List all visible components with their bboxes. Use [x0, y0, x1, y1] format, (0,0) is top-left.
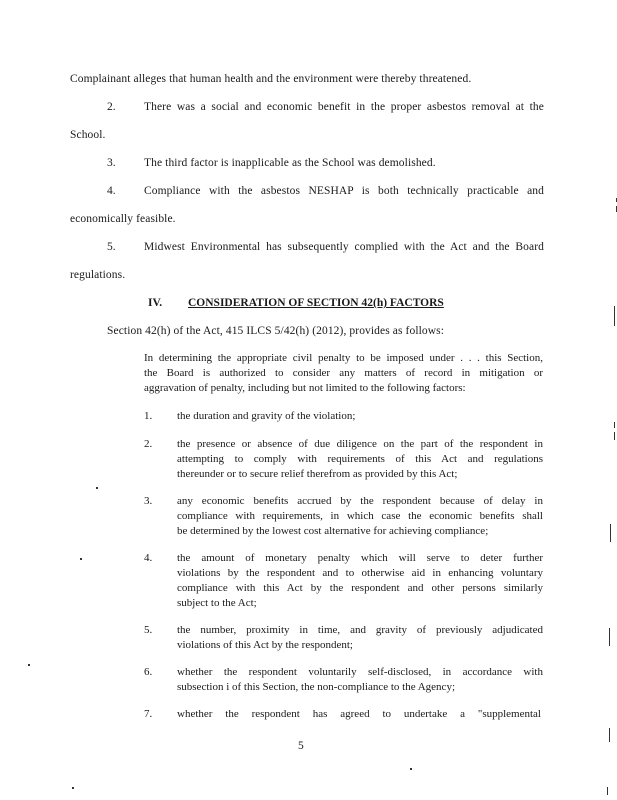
quote-item-number: 7.	[144, 708, 153, 720]
quote-item-line: subject to the Act;	[177, 597, 257, 609]
quote-item-line: the number, proximity in time, and gravity of previously adjudicated	[177, 624, 543, 636]
quote-item-line: attempting to comply with requirements of this Act and regulations	[177, 453, 543, 465]
quote-item-number: 2.	[144, 438, 153, 450]
scan-mark	[610, 524, 611, 542]
scan-mark	[72, 787, 74, 789]
scan-mark	[96, 487, 98, 489]
quote-item-line: any economic benefits accrued by the respondent because of delay in	[177, 495, 543, 507]
quote-line: aggravation of penalty, including but not limited to the following factors:	[144, 382, 466, 394]
quote-item-number: 1.	[144, 410, 153, 422]
paragraph-line: Complainant alleges that human health and the environment were thereby threatened.	[70, 73, 472, 85]
paragraph-line: regulations.	[70, 269, 126, 281]
scan-mark	[614, 432, 615, 440]
quote-item-line: the amount of monetary penalty which will serve to deter further	[177, 552, 543, 564]
paragraph-line: The third factor is inapplicable as the School was demolished.	[144, 157, 436, 169]
quote-item-line: compliance with this Act by the respondent and other persons similarly	[177, 582, 543, 594]
scan-mark	[614, 306, 615, 326]
scan-mark	[410, 768, 412, 770]
paragraph-number: 4.	[107, 185, 116, 197]
quote-item-number: 6.	[144, 666, 153, 678]
quote-item-number: 4.	[144, 552, 153, 564]
paragraph-number: 3.	[107, 157, 116, 169]
scan-mark	[609, 728, 610, 742]
page-number: 5	[298, 740, 304, 752]
paragraph-line: School.	[70, 129, 106, 141]
paragraph-line: Midwest Environmental has subsequently complied with the Act and the Board	[144, 241, 544, 253]
scan-mark	[607, 787, 608, 795]
quote-item-line: violations by the respondent and to otherwise aid in enhancing voluntary	[177, 567, 543, 579]
paragraph-number: 5.	[107, 241, 116, 253]
quote-item-line: be determined by the lowest cost alternative for achieving compliance;	[177, 525, 489, 537]
paragraph-number: 2.	[107, 101, 116, 113]
section-intro: Section 42(h) of the Act, 415 ILCS 5/42(h) (2012), provides as follows:	[107, 325, 445, 337]
quote-item-line: the presence or absence of due diligence on the part of the respondent in	[177, 438, 543, 450]
quote-line: the Board is authorized to consider any matters of record in mitigation or	[144, 367, 543, 379]
quote-item-line: whether the respondent voluntarily self-disclosed, in accordance with	[177, 666, 543, 678]
paragraph-line: There was a social and economic benefit in the proper asbestos removal at the	[144, 101, 544, 113]
quote-item-number: 3.	[144, 495, 153, 507]
scan-mark	[28, 664, 30, 666]
quote-item-line: compliance with requirements, in which case the economic benefits shall	[177, 510, 543, 522]
scan-mark	[80, 558, 82, 560]
quote-item-line: violations of this Act by the respondent;	[177, 639, 353, 651]
paragraph-line: Compliance with the asbestos NESHAP is both technically practicable and	[144, 185, 544, 197]
quote-item-line: subsection i of this Section, the non-compliance to the Agency;	[177, 681, 455, 693]
quote-line: In determining the appropriate civil penalty to be imposed under . . . this Section,	[144, 352, 543, 364]
scan-mark	[614, 422, 615, 428]
section-title: CONSIDERATION OF SECTION 42(h) FACTORS	[188, 297, 444, 309]
quote-item-number: 5.	[144, 624, 153, 636]
section-number: IV.	[148, 297, 163, 309]
quote-item-line: whether the respondent has agreed to undertake a "supplemental	[177, 708, 541, 720]
paragraph-line: economically feasible.	[70, 213, 176, 225]
scan-mark	[609, 628, 610, 646]
quote-item-line: the duration and gravity of the violation;	[177, 410, 356, 422]
quote-item-line: thereunder or to secure relief therefrom as provided by this Act;	[177, 468, 458, 480]
section-heading	[188, 297, 444, 309]
